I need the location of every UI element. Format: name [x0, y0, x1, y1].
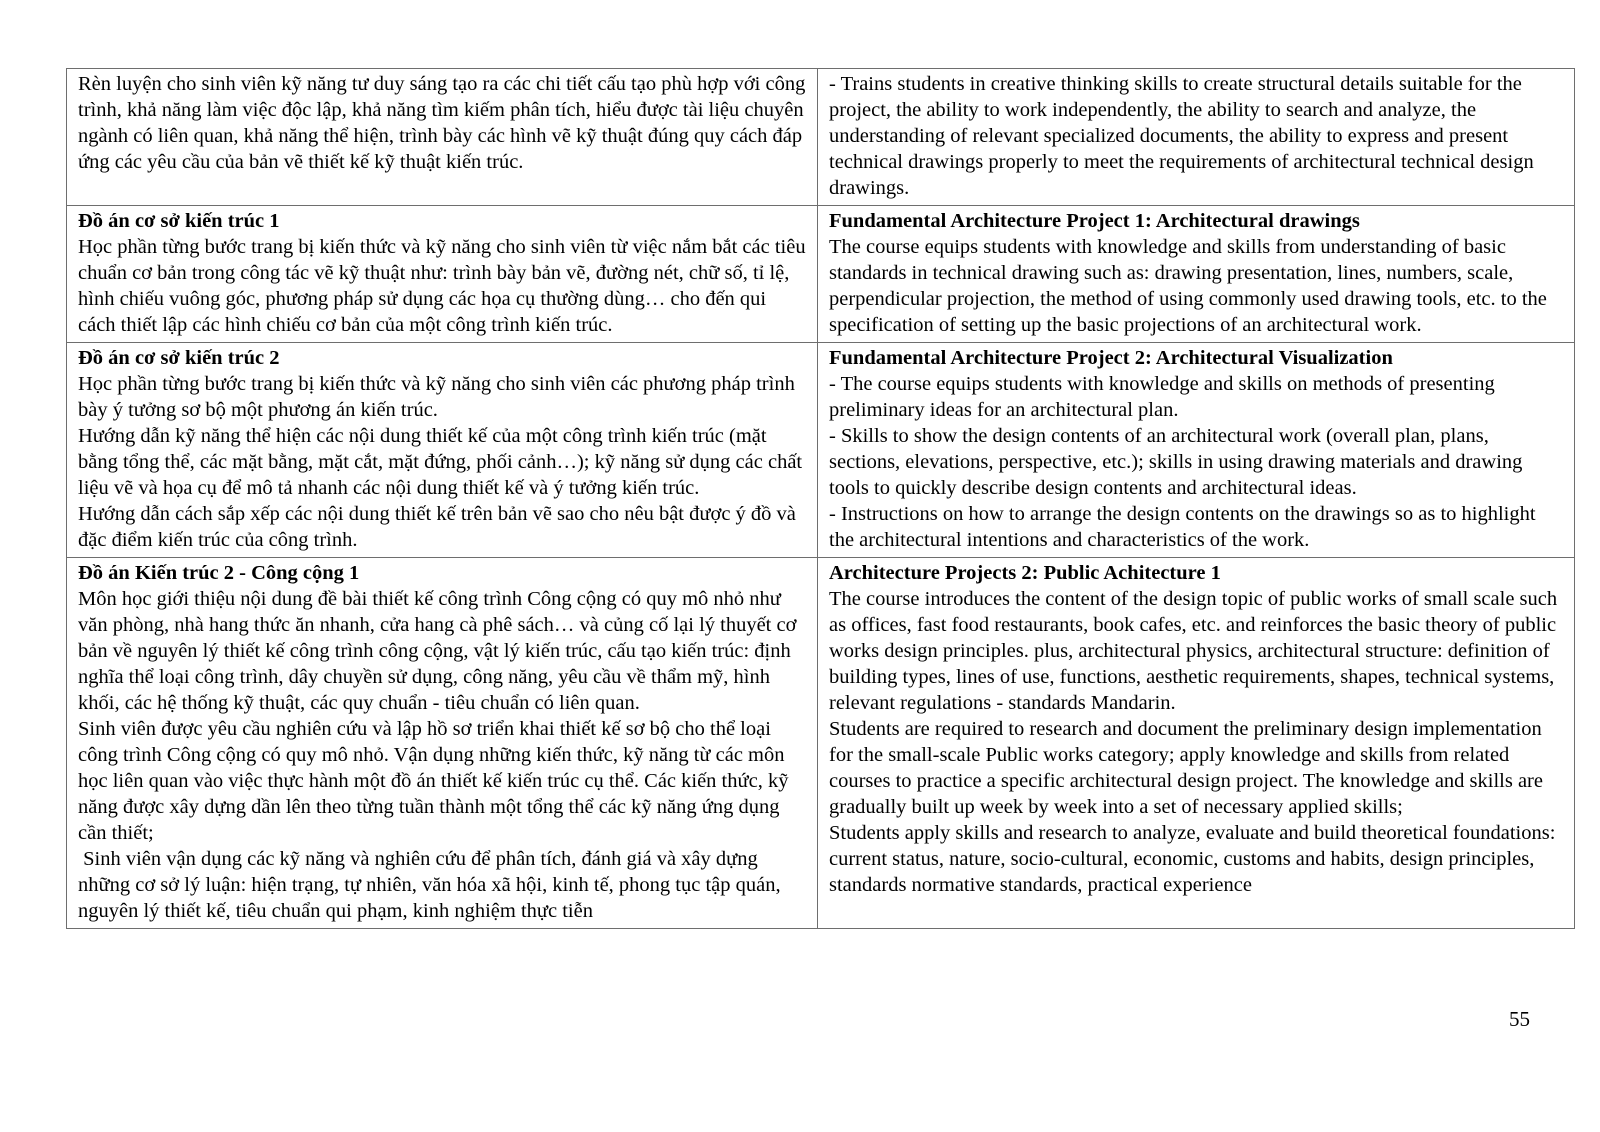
course-description-vi: Sinh viên vận dụng các kỹ năng và nghiên cứu để phân tích, đánh giá và xây dựng những cơ sở lý luận: hiện trạng, tự nhiên, văn hóa xã hội, kinh tế, phong tục tập quán, nguyên lý thiết kế, tiêu chuẩn qui phạm, kinh nghiệm thực tiễn	[78, 848, 786, 922]
course-description-en: - Skills to show the design contents of an architectural work (overall plan, plans, sections, elevations, perspective, etc.); skills in using drawing materials and drawing tools to quickly describe design contents and architectural ideas.	[829, 425, 1528, 499]
cell-english	[818, 558, 1575, 929]
course-description-en: Students are required to research and document the preliminary design implementation for the small-scale Public works category; apply knowledge and skills from related courses to practice a specific architectural design project. The knowledge and skills are gradually built up week by week into a set of necessary applied skills;	[829, 718, 1549, 818]
course-title-en: Fundamental Architecture Project 1: Architectural drawings	[829, 210, 1360, 232]
course-description-en: - Instructions on how to arrange the design contents on the drawings so as to highlight the architectural intentions and characteristics of the work.	[829, 503, 1541, 551]
course-title-vi: Đồ án cơ sở kiến trúc 2	[78, 347, 280, 369]
cell-english	[818, 69, 1575, 206]
course-description-en: The course equips students with knowledge and skills from understanding of basic standards in technical drawing such as: drawing presentation, lines, numbers, scale, perpendicular projection, the method of using commonly used drawing tools, etc. to the specification of setting up the basic projections of an architectural work.	[829, 236, 1553, 336]
page-number: 55	[1509, 1007, 1530, 1031]
cell-english	[818, 206, 1575, 343]
course-title-vi: Đồ án cơ sở kiến trúc 1	[78, 210, 280, 232]
cell-vietnamese	[67, 69, 818, 206]
course-description-en: - The course equips students with knowledge and skills on methods of presenting preliminary ideas for an architectural plan.	[829, 373, 1500, 421]
course-description-vi: Hướng dẫn kỹ năng thể hiện các nội dung thiết kế của một công trình kiến trúc (mặt bằng tổng thể, các mặt bằng, mặt cắt, mặt đứng, phối cảnh…); kỹ năng sử dụng các chất liệu vẽ và họa cụ để mô tả nhanh các nội dung thiết kế và ý tưởng kiến trúc.	[78, 425, 808, 499]
cell-vietnamese	[67, 558, 818, 929]
course-description-vi: Hướng dẫn cách sắp xếp các nội dung thiết kế trên bản vẽ sao cho nêu bật được ý đồ và đặc điểm kiến trúc của công trình.	[78, 503, 802, 551]
course-description-vi: Rèn luyện cho sinh viên kỹ năng tư duy sáng tạo ra các chi tiết cấu tạo phù hợp với công trình, khả năng làm việc độc lập, khả năng tìm kiếm phân tích, hiểu được tài liệu chuyên ngành có liên quan, khả năng thể hiện, trình bày các hình vẽ kỹ thuật đúng quy cách đáp ứng các yêu cầu của bản vẽ thiết kế kỹ thuật kiến trúc.	[78, 73, 811, 173]
course-description-table	[66, 68, 1575, 929]
course-title-en: Fundamental Architecture Project 2: Architectural Visualization	[829, 347, 1393, 369]
course-description-en: The course introduces the content of the design topic of public works of small scale such as offices, fast food restaurants, book cafes, etc. and reinforces the basic theory of public works design principles. plus, architectural physics, architectural structure: definition of building types, lines of use, functions, aesthetic requirements, shapes, technical systems, relevant regulations - standards Mandarin.	[829, 588, 1563, 714]
table-row	[67, 343, 1575, 558]
course-description-vi: Sinh viên được yêu cầu nghiên cứu và lập hồ sơ triển khai thiết kế sơ bộ cho thể loại công trình Công cộng có quy mô nhỏ. Vận dụng những kiến thức, kỹ năng từ các môn học liên quan vào việc thực hành một đồ án thiết kế kiến trúc cụ thể. Các kiến thức, kỹ năng được xây dựng dần lên theo từng tuần thành một tổng thể các kỹ năng ứng dụng cần thiết;	[78, 718, 794, 844]
course-description-vi: Học phần từng bước trang bị kiến thức và kỹ năng cho sinh viên từ việc nắm bắt các tiêu chuẩn cơ bản trong công tác vẽ kỹ thuật như: trình bày bản vẽ, đường nét, chữ số, tỉ lệ, hình chiếu vuông góc, phương pháp sử dụng các họa cụ thường dùng… cho đến qui cách thiết lập các hình chiếu cơ bản của một công trình kiến trúc.	[78, 236, 811, 336]
cell-vietnamese	[67, 343, 818, 558]
course-description-en: Students apply skills and research to analyze, evaluate and build theoretical foundations: current status, nature, socio-cultural, economic, customs and habits, design principles, standards normative standards, practical experience	[829, 822, 1561, 896]
table-row	[67, 558, 1575, 929]
course-description-vi: Học phần từng bước trang bị kiến thức và kỹ năng cho sinh viên các phương pháp trình bày ý tưởng sơ bộ một phương án kiến trúc.	[78, 373, 800, 421]
cell-english	[818, 343, 1575, 558]
course-description-en: - Trains students in creative thinking skills to create structural details suitable for the project, the ability to work independently, the ability to search and analyze, the understanding of relevant specialized documents, the ability to express and present technical drawings properly to meet the requirements of architectural technical design drawings.	[829, 73, 1539, 199]
table-row	[67, 69, 1575, 206]
course-description-vi: Môn học giới thiệu nội dung đề bài thiết kế công trình Công cộng có quy mô nhỏ như văn phòng, nhà hang thức ăn nhanh, cửa hang cà phê sách… và củng cố lại lý thuyết cơ bản về nguyên lý thiết kế công trình công cộng, vật lý kiến trúc, cấu tạo kiến trúc: định nghĩa thể loại công trình, dây chuyền sử dụng, công năng, yêu cầu về thẩm mỹ, hình khối, các hệ thống kỹ thuật, các quy chuẩn - tiêu chuẩn có liên quan.	[78, 588, 802, 714]
course-title-vi: Đồ án Kiến trúc 2 - Công cộng 1	[78, 562, 360, 584]
cell-vietnamese	[67, 206, 818, 343]
table-row	[67, 206, 1575, 343]
course-title-en: Architecture Projects 2: Public Achitecture 1	[829, 562, 1221, 584]
